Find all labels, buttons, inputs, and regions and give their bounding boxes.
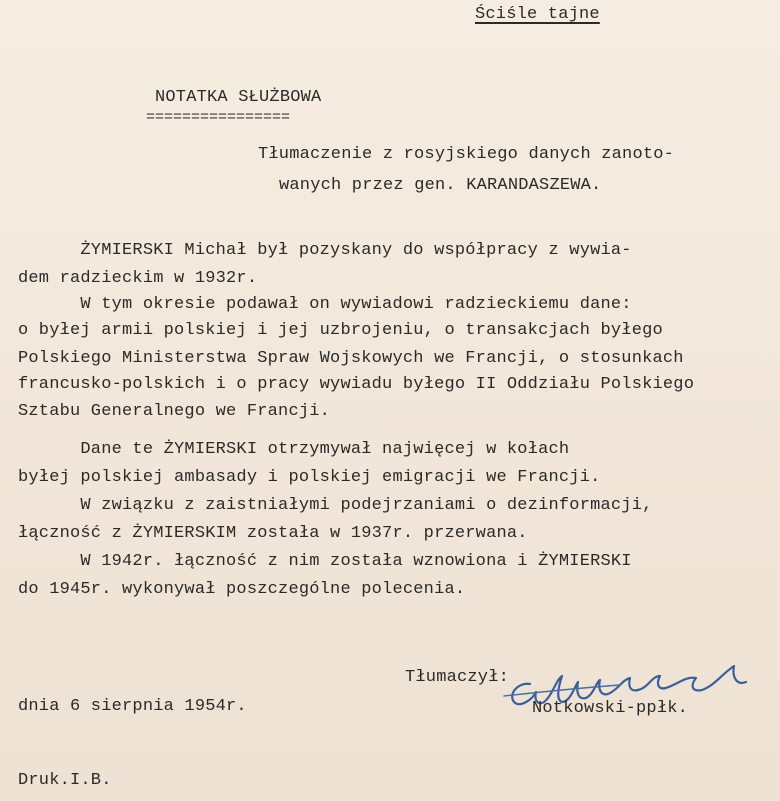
body-line: Sztabu Generalnego we Francji. [18,402,331,421]
body-line: W tym okresie podawał on wywiadowi radzieckiemu dane: [18,295,632,314]
classification-header: Ściśle tajne [475,5,600,24]
print-footer: Druk.I.B. [18,771,112,790]
body-line: francusko-polskich i o pracy wywiadu byłego II Oddziału Polskiego [18,375,695,394]
intro-line-2: wanych przez gen. KARANDASZEWA. [279,176,602,195]
intro-line-1: Tłumaczenie z rosyjskiego danych zanoto- [258,145,675,164]
body-line: byłej polskiej ambasady i polskiej emigracji we Francji. [18,468,601,487]
title-double-rule: ================ [146,109,291,126]
document-date: dnia 6 sierpnia 1954r. [18,697,247,716]
body-line: W związku z zaistniałymi podejrzaniami o dezinformacji, [18,496,653,515]
body-line: dem radzieckim w 1932r. [18,269,258,288]
translator-label: Tłumaczył: [405,668,510,687]
body-line: W 1942r. łączność z nim została wznowiona i ŻYMIERSKI [18,552,632,571]
body-line: Polskiego Ministerstwa Spraw Wojskowych we Francji, o stosunkach [18,349,684,368]
body-line: łączność z ŻYMIERSKIM została w 1937r. przerwana. [18,524,528,543]
body-line: ŻYMIERSKI Michał był pozyskany do współpracy z wywia- [18,241,632,260]
document-title: NOTATKA SŁUŻBOWA [155,88,322,107]
translator-name: Notkowski-ppłk. [532,699,689,718]
body-line: Dane te ŻYMIERSKI otrzymywał najwięcej w kołach [18,440,570,459]
body-line: do 1945r. wykonywał poszczególne polecenia. [18,580,466,599]
body-line: o byłej armii polskiej i jej uzbrojeniu, o transakcjach byłego [18,321,663,340]
